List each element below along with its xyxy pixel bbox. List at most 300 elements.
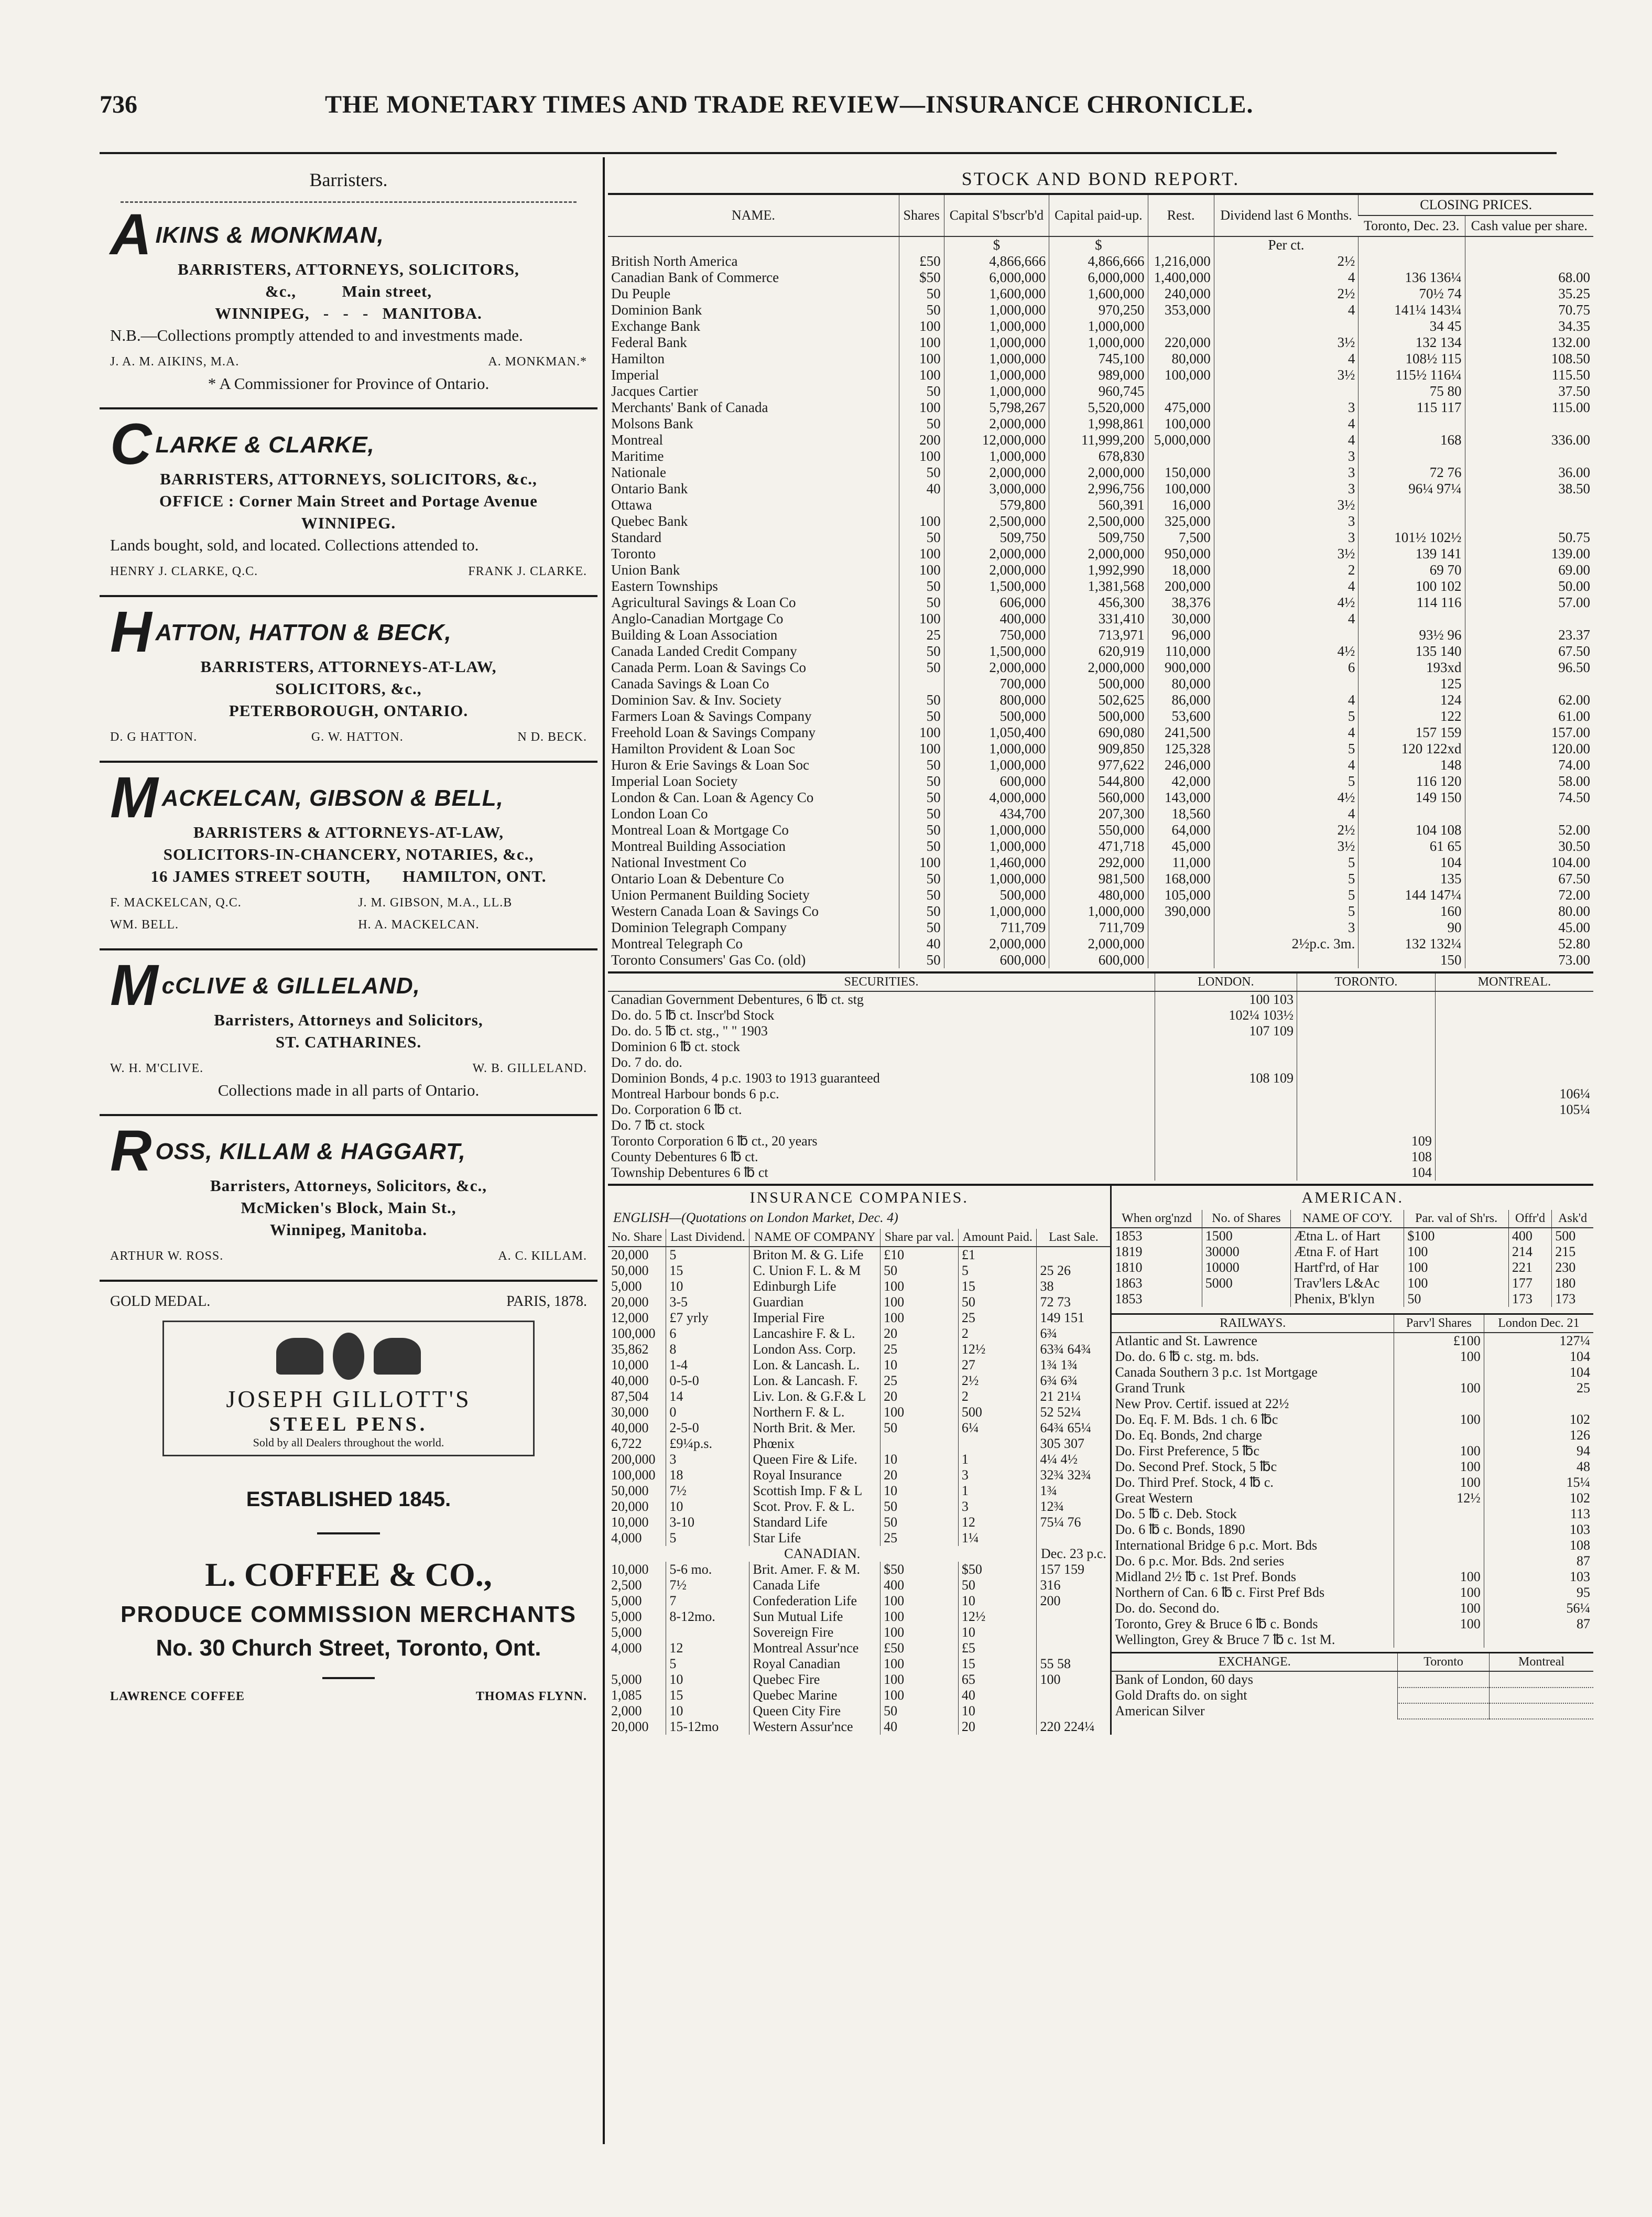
table-cell: 1¾ — [1037, 1483, 1111, 1499]
table-cell: 125,328 — [1148, 741, 1214, 757]
table-cell: 50 — [899, 838, 944, 855]
table-cell: 246,000 — [1148, 757, 1214, 773]
table-cell: 5,000 — [611, 1625, 642, 1640]
divider — [100, 948, 597, 950]
table-cell: American Silver — [1115, 1703, 1205, 1718]
page-header — [100, 90, 1557, 122]
insurance-section — [608, 1186, 1112, 1735]
exchange-table — [1112, 1653, 1593, 1719]
table-cell: 200 — [1037, 1593, 1111, 1609]
table-cell: 2½ — [958, 1373, 1037, 1389]
table-cell: Phenix, B'klyn — [1291, 1291, 1404, 1307]
railway-row — [1112, 1365, 1593, 1380]
table-cell: 100 102 — [1358, 578, 1465, 594]
table-cell: 100 — [881, 1672, 959, 1688]
canadian-title: CANADIAN. — [784, 1546, 861, 1561]
table-cell: Imperial Loan Society — [611, 773, 738, 789]
table-cell: 50 — [899, 286, 944, 302]
table-cell: 50 — [899, 594, 944, 611]
table-cell: Do. Eq. Bonds, 2nd charge — [1115, 1427, 1262, 1443]
table-cell: 50,000 — [611, 1263, 649, 1278]
table-cell: 50.75 — [1465, 529, 1593, 546]
table-cell: 103 — [1484, 1569, 1593, 1585]
firm-line: OFFICE : Corner Main Street and Portage Avenue — [159, 492, 538, 510]
table-cell: Huron & Erie Savings & Loan Soc — [611, 757, 809, 773]
divider — [100, 595, 597, 597]
table-cell: 6 — [1214, 659, 1358, 676]
table-cell: 977,622 — [1049, 757, 1148, 773]
table-cell: 30,000 — [611, 1404, 649, 1420]
firm-line: ST. CATHARINES. — [275, 1033, 422, 1051]
table-cell: Sovereign Fire — [749, 1625, 881, 1640]
table-cell: 2-5-0 — [666, 1420, 749, 1436]
table-cell: 6,722 — [611, 1436, 642, 1451]
table-cell: 1,400,000 — [1148, 269, 1214, 286]
table-cell: 53,600 — [1148, 708, 1214, 724]
table-cell: 100 — [1394, 1569, 1484, 1585]
table-cell: 8 — [666, 1342, 749, 1357]
table-header-row — [1112, 1315, 1593, 1333]
railway-row — [1112, 1443, 1593, 1459]
table-cell: 4½ — [1214, 643, 1358, 659]
table-cell: 3 — [1214, 399, 1358, 416]
table-cell: 560,000 — [1049, 790, 1148, 806]
table-cell: 3½ — [1214, 367, 1358, 383]
firm-name — [110, 412, 587, 477]
table-cell: 3½ — [1214, 546, 1358, 562]
railway-row — [1112, 1349, 1593, 1365]
table-cell: 5 — [666, 1247, 749, 1263]
stock-row — [608, 627, 1593, 643]
insurance-row — [608, 1530, 1110, 1546]
table-cell: 100 — [1394, 1459, 1484, 1475]
table-cell: 108.50 — [1465, 351, 1593, 367]
table-cell: 2,000,000 — [1049, 659, 1148, 676]
table-cell: 58.00 — [1465, 773, 1593, 790]
coffee-name: L. COFFEE & CO., — [205, 1556, 492, 1593]
col-header: Dividend last 6 Months. — [1214, 195, 1358, 236]
table-cell: 10,000 — [611, 1357, 649, 1372]
table-cell: 500 — [958, 1404, 1037, 1420]
table-cell — [1358, 253, 1465, 269]
railway-row — [1112, 1459, 1593, 1475]
table-cell: 74.50 — [1465, 790, 1593, 806]
table-cell: London Loan Co — [611, 806, 708, 821]
table-cell: 168,000 — [1148, 871, 1214, 887]
exchange-row — [1112, 1703, 1593, 1719]
partner: HENRY J. CLARKE, Q.C. — [110, 565, 258, 578]
railway-row — [1112, 1396, 1593, 1412]
insurance-row — [608, 1294, 1110, 1310]
stock-report-title: STOCK AND BOND REPORT. — [961, 168, 1240, 189]
table-cell — [1155, 1055, 1297, 1070]
table-cell — [1358, 513, 1465, 529]
table-cell: 87 — [1484, 1616, 1593, 1632]
table-cell: 100 — [881, 1593, 959, 1609]
table-cell: 4½ — [1214, 790, 1358, 806]
table-cell: 115.00 — [1465, 399, 1593, 416]
table-cell: 50.00 — [1465, 578, 1593, 594]
table-cell: 80,000 — [1148, 676, 1214, 692]
firm-partners — [110, 351, 587, 373]
table-cell: 100 — [881, 1404, 959, 1420]
stock-row — [608, 871, 1593, 887]
table-cell: Quebec Marine — [749, 1688, 881, 1703]
stock-row — [608, 773, 1593, 790]
table-cell: 1,216,000 — [1148, 253, 1214, 269]
table-cell: Dominion 6 ℔ ct. stock — [611, 1039, 740, 1054]
firm-line: SOLICITORS, &c., — [275, 679, 422, 698]
table-cell: 12,000,000 — [944, 432, 1049, 448]
col-header: London Dec. 21 — [1484, 1315, 1593, 1333]
table-cell — [1148, 318, 1214, 334]
stock-row — [608, 302, 1593, 318]
table-cell: Anglo-Canadian Mortgage Co — [611, 611, 784, 626]
table-cell: 745,100 — [1049, 351, 1148, 367]
table-cell: 1,000,000 — [944, 448, 1049, 464]
firm-line: WINNIPEG, - - - MANITOBA. — [215, 304, 482, 322]
table-cell: 5 — [1214, 903, 1358, 920]
table-cell: 96,000 — [1148, 627, 1214, 643]
col-header: Toronto, Dec. 23. — [1358, 215, 1465, 236]
table-cell: Eastern Townships — [611, 578, 718, 594]
table-cell — [1214, 676, 1358, 692]
table-cell: 73.00 — [1465, 952, 1593, 968]
table-cell: 207,300 — [1049, 806, 1148, 822]
table-cell: Hartf'rd, of Har — [1291, 1260, 1404, 1275]
col-header: SECURITIES. — [608, 974, 1155, 991]
table-cell: 2,000,000 — [944, 546, 1049, 562]
table-cell — [1358, 236, 1465, 253]
table-cell: $50 — [881, 1562, 959, 1577]
table-cell: 50 — [899, 920, 944, 936]
col-header: MONTREAL. — [1435, 974, 1593, 991]
table-cell: 970,250 — [1049, 302, 1148, 318]
table-cell: 32¾ 32¾ — [1037, 1467, 1111, 1483]
table-cell: 50 — [899, 773, 944, 790]
table-cell: 10,000 — [611, 1562, 649, 1577]
table-cell: 1,460,000 — [944, 855, 1049, 871]
firm-initial: H — [110, 600, 153, 664]
railway-row — [1112, 1412, 1593, 1427]
stock-row — [608, 887, 1593, 903]
table-cell: 2,500,000 — [944, 513, 1049, 529]
table-cell: 70.75 — [1465, 302, 1593, 318]
table-cell — [1394, 1365, 1484, 1380]
table-cell: 40,000 — [611, 1373, 649, 1388]
table-cell: 10 — [881, 1357, 959, 1373]
railway-row — [1112, 1569, 1593, 1585]
american-row — [1112, 1228, 1593, 1244]
securities-row — [608, 1102, 1593, 1118]
table-cell: 61.00 — [1465, 708, 1593, 724]
table-cell: 4¼ 4½ — [1037, 1452, 1111, 1467]
partner: N D. BECK. — [517, 730, 587, 744]
stock-row — [608, 546, 1593, 562]
table-cell: 116 120 — [1358, 773, 1465, 790]
table-cell: $50 — [958, 1562, 1037, 1577]
table-cell: 69 70 — [1358, 562, 1465, 578]
table-cell: Per ct. — [1214, 236, 1358, 253]
partner: D. G HATTON. — [110, 730, 198, 744]
table-cell: Canada Southern 3 p.c. 1st Mortgage — [1115, 1365, 1318, 1380]
railway-row — [1112, 1522, 1593, 1538]
table-cell: 94 — [1484, 1443, 1593, 1459]
table-cell: 50 — [899, 643, 944, 659]
table-cell: 100 — [1394, 1616, 1484, 1632]
table-cell: 45,000 — [1148, 838, 1214, 855]
table-cell: 4 — [1214, 351, 1358, 367]
table-cell: 72 76 — [1358, 464, 1465, 481]
table-cell: 157 159 — [1037, 1562, 1111, 1577]
firm-partners — [110, 1245, 587, 1267]
securities-row — [608, 991, 1593, 1008]
table-cell: 148 — [1358, 757, 1465, 773]
table-cell: 4,000 — [611, 1640, 642, 1656]
table-cell: 15 — [958, 1279, 1037, 1294]
gillott-name: JOSEPH GILLOTT'S — [226, 1386, 471, 1412]
table-cell: 214 — [1508, 1244, 1551, 1260]
table-cell: 50 — [899, 383, 944, 399]
railways-title: RAILWAYS. — [1112, 1315, 1394, 1333]
table-cell: Do. Corporation 6 ℔ ct. — [611, 1102, 742, 1117]
table-cell: 30.50 — [1465, 838, 1593, 855]
table-cell: Northern F. & L. — [749, 1404, 881, 1420]
table-cell: 113 — [1484, 1506, 1593, 1522]
table-cell: 4 — [1214, 724, 1358, 741]
stock-row — [608, 643, 1593, 659]
partner: A. MONKMAN.* — [488, 355, 587, 369]
insurance-row — [608, 1404, 1110, 1420]
table-cell: 305 307 — [1037, 1436, 1111, 1452]
stock-row — [608, 903, 1593, 920]
table-cell: 157 159 — [1358, 724, 1465, 741]
table-cell: 2½ — [1214, 822, 1358, 838]
table-cell — [1148, 952, 1214, 968]
table-cell: 230 — [1552, 1260, 1593, 1275]
table-cell: 5 — [1214, 741, 1358, 757]
table-cell: 502,625 — [1049, 692, 1148, 708]
table-cell: 87 — [1484, 1553, 1593, 1569]
table-cell: Do. Eq. F. M. Bds. 1 ch. 6 ℔c — [1115, 1412, 1278, 1427]
table-cell: Agricultural Savings & Loan Co — [611, 594, 796, 610]
table-cell: 12½ — [958, 1609, 1037, 1625]
table-cell: 100 — [899, 611, 944, 627]
table-cell: 1-4 — [666, 1357, 749, 1373]
table-cell: 104 — [1297, 1165, 1436, 1181]
table-cell: 132 134 — [1358, 334, 1465, 351]
table-cell: 1,000,000 — [944, 351, 1049, 367]
table-cell: Brit. Amer. F. & M. — [749, 1562, 881, 1577]
table-cell: Liv. Lon. & G.F.& L — [749, 1389, 881, 1404]
table-cell — [1214, 627, 1358, 643]
insurance-row — [608, 1483, 1110, 1499]
insurance-row — [608, 1515, 1110, 1530]
stock-row — [608, 952, 1593, 968]
table-cell: 193xd — [1358, 659, 1465, 676]
table-cell: 64¾ 65¼ — [1037, 1420, 1111, 1436]
table-cell: 35,862 — [611, 1342, 649, 1357]
table-cell: 20,000 — [611, 1294, 649, 1310]
table-cell: 5-6 mo. — [666, 1562, 749, 1577]
table-cell: 127¼ — [1484, 1333, 1593, 1349]
table-cell — [1155, 1133, 1297, 1149]
table-cell: 100 — [1394, 1412, 1484, 1427]
securities-row — [608, 1070, 1593, 1086]
gillott-header — [110, 1293, 587, 1310]
table-cell: £100 — [1394, 1333, 1484, 1349]
table-cell: 56¼ — [1484, 1600, 1593, 1616]
table-cell: Western Assur'nce — [749, 1719, 881, 1735]
stock-row — [608, 806, 1593, 822]
table-cell: 110,000 — [1148, 643, 1214, 659]
col-header: Share par val. — [881, 1229, 959, 1247]
table-cell — [1435, 1008, 1593, 1023]
table-cell: 100 — [1394, 1600, 1484, 1616]
table-cell: Ætna L. of Hart — [1291, 1228, 1404, 1244]
table-cell: Atlantic and St. Lawrence — [1115, 1333, 1257, 1348]
table-cell: Dominion Bonds, 4 p.c. 1903 to 1913 guaranteed — [611, 1070, 880, 1086]
table-cell: 115.50 — [1465, 367, 1593, 383]
stock-table — [608, 195, 1593, 968]
table-cell: 20,000 — [611, 1719, 649, 1734]
table-cell: Grand Trunk — [1115, 1380, 1186, 1396]
table-cell: 102 — [1484, 1412, 1593, 1427]
table-cell: 1¾ 1¾ — [1037, 1357, 1111, 1373]
firm-initial: A — [110, 202, 153, 267]
table-cell: 325,000 — [1148, 513, 1214, 529]
partner: G. W. HATTON. — [311, 730, 404, 744]
col-header: Rest. — [1148, 195, 1214, 236]
table-cell: 10 — [958, 1625, 1037, 1640]
table-cell: 38 — [1037, 1279, 1111, 1294]
table-cell: 4 — [1214, 416, 1358, 432]
firm-card — [110, 1119, 587, 1267]
table-cell: 25 — [881, 1373, 959, 1389]
table-cell: 400 — [881, 1577, 959, 1593]
table-cell: Royal Insurance — [749, 1467, 881, 1483]
table-cell: Freehold Loan & Savings Company — [611, 724, 816, 740]
table-cell: 100 — [899, 546, 944, 562]
table-cell: 1 — [958, 1483, 1037, 1499]
table-cell: 12½ — [1394, 1490, 1484, 1506]
table-cell: 40,000 — [611, 1420, 649, 1435]
securities-row — [608, 1133, 1593, 1149]
table-cell: London Ass. Corp. — [749, 1342, 881, 1357]
table-cell: 114 116 — [1358, 594, 1465, 611]
canadian-row — [608, 1640, 1110, 1656]
table-cell — [1214, 383, 1358, 399]
firm-line: &c., Main street, — [265, 282, 432, 300]
table-cell: 105,000 — [1148, 887, 1214, 903]
firm-name — [110, 600, 587, 664]
table-cell: 50 — [1404, 1291, 1509, 1307]
stock-row — [608, 513, 1593, 529]
table-cell: 2,000 — [611, 1703, 642, 1718]
table-cell: 50 — [899, 464, 944, 481]
table-cell: 2,000,000 — [1049, 464, 1148, 481]
col-header: Montreal — [1490, 1653, 1593, 1671]
table-cell: 25 — [1484, 1380, 1593, 1396]
col-header: NAME. — [608, 195, 899, 236]
table-cell: 1,000,000 — [944, 871, 1049, 887]
table-cell: 100 — [881, 1656, 959, 1672]
table-cell: 50 — [881, 1499, 959, 1515]
table-cell: 5,000 — [611, 1593, 642, 1608]
table-cell — [1490, 1688, 1593, 1703]
firm-partners — [110, 1057, 587, 1079]
table-cell: 25 — [899, 627, 944, 643]
table-cell: 620,919 — [1049, 643, 1148, 659]
table-cell: $50 — [899, 269, 944, 286]
table-cell: 30000 — [1202, 1244, 1290, 1260]
table-cell: 144 147¼ — [1358, 887, 1465, 903]
table-cell: 135 — [1358, 871, 1465, 887]
divider — [100, 1114, 597, 1116]
stock-row — [608, 416, 1593, 432]
table-cell: 10 — [958, 1593, 1037, 1609]
table-cell: 37.50 — [1465, 383, 1593, 399]
table-cell: 1¼ — [958, 1530, 1037, 1546]
table-cell: 104.00 — [1465, 855, 1593, 871]
table-cell: 6¾ 6¾ — [1037, 1373, 1111, 1389]
table-cell: Confederation Life — [749, 1593, 881, 1609]
table-cell: Montreal Harbour bonds 6 p.c. — [611, 1086, 779, 1101]
table-cell: £50 — [881, 1640, 959, 1656]
table-cell — [1037, 1609, 1111, 1625]
exchange-row — [1112, 1671, 1593, 1688]
railway-row — [1112, 1380, 1593, 1396]
stock-row — [608, 318, 1593, 334]
table-cell: C. Union F. L. & M — [749, 1263, 881, 1279]
header-rule — [100, 152, 1557, 154]
col-header: Ask'd — [1552, 1210, 1593, 1228]
firm-name — [110, 202, 587, 267]
stock-row — [608, 269, 1593, 286]
table-cell: 50 — [899, 659, 944, 676]
table-cell: 75 80 — [1358, 383, 1465, 399]
table-cell: 10 — [666, 1499, 749, 1515]
firm-name-text: cCLIVE & GILLELAND, — [161, 973, 420, 999]
table-cell: 50 — [899, 790, 944, 806]
table-cell: 2,000,000 — [944, 659, 1049, 676]
table-cell: Montreal Telegraph Co — [611, 936, 743, 951]
table-cell: 104 108 — [1358, 822, 1465, 838]
table-cell: 3½ — [1214, 497, 1358, 513]
table-cell: 1,000,000 — [944, 318, 1049, 334]
stock-row — [608, 692, 1593, 708]
table-cell: 100 — [1394, 1349, 1484, 1365]
american-row — [1112, 1244, 1593, 1260]
table-cell: 108 — [1484, 1538, 1593, 1553]
table-cell: 400 — [1508, 1228, 1551, 1244]
american-table — [1112, 1210, 1593, 1307]
table-cell: 1,000,000 — [1049, 903, 1148, 920]
table-cell: 5,000,000 — [1148, 432, 1214, 448]
table-cell: 104 — [1484, 1349, 1593, 1365]
table-cell — [1297, 1070, 1436, 1086]
table-cell: 2,000,000 — [944, 464, 1049, 481]
table-cell: $100 — [1404, 1228, 1509, 1244]
col-header: Amount Paid. — [958, 1229, 1037, 1247]
stock-row — [608, 838, 1593, 855]
table-cell: 100 — [899, 448, 944, 464]
table-cell — [1484, 1396, 1593, 1412]
table-cell: 5 — [666, 1656, 749, 1672]
table-cell: 6¾ — [1037, 1326, 1111, 1342]
table-cell: 42,000 — [1148, 773, 1214, 790]
table-cell: 5 — [1214, 773, 1358, 790]
